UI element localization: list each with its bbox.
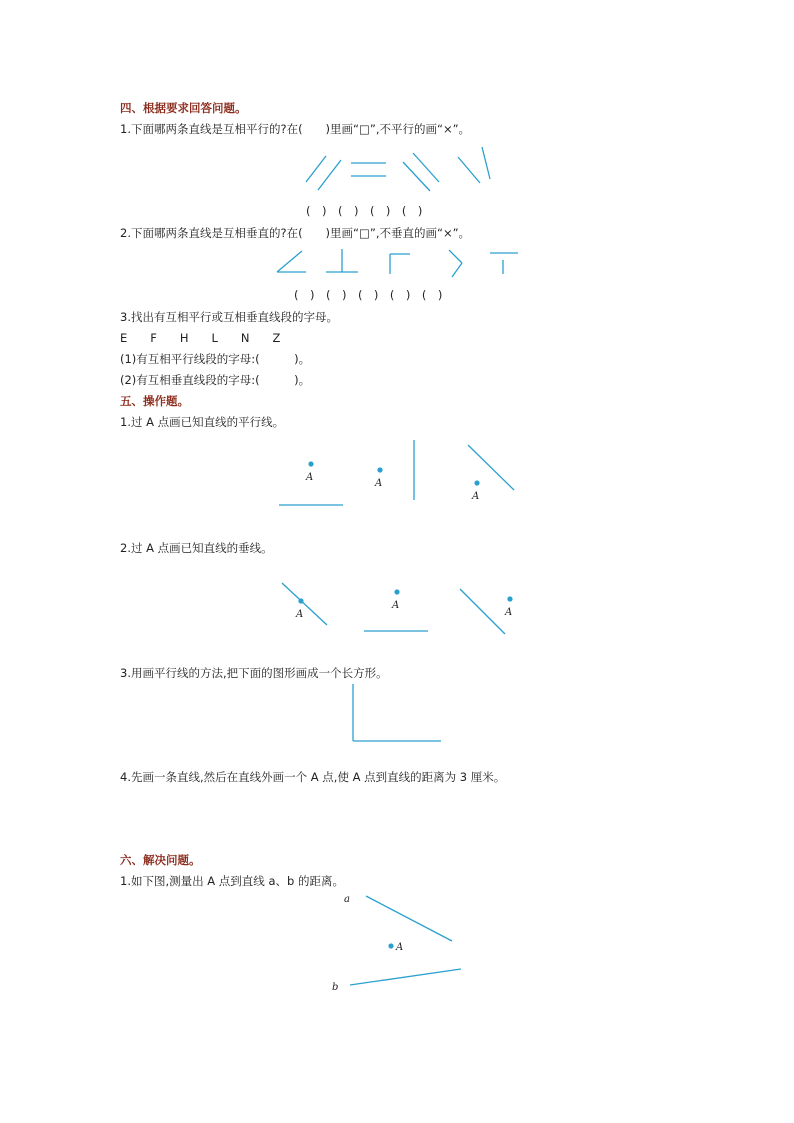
point-a-label: A [505, 607, 513, 618]
point-a [507, 596, 512, 601]
figure-line [452, 263, 462, 277]
line-b [350, 969, 461, 985]
line-a [366, 896, 452, 941]
figure-line [458, 157, 480, 183]
section4-q3-letters: E F H L N Z [120, 331, 281, 345]
figure-line [403, 162, 430, 191]
point-a [394, 589, 399, 594]
q5-2-figure-3 [460, 589, 513, 634]
parallel-pair-3 [403, 153, 439, 191]
perpendicular-pair-1 [277, 251, 306, 272]
given-line [460, 589, 505, 634]
point-a-label: A [306, 472, 314, 483]
section4-heading: 四、根据要求回答问题。 [120, 101, 247, 115]
section6-heading: 六、解决问题。 [120, 853, 201, 867]
point-a-label: A [296, 609, 304, 620]
given-line [282, 583, 327, 625]
parallel-pair-2 [351, 163, 386, 176]
perpendicular-pair-5 [490, 253, 518, 274]
section4-q2-blanks[interactable]: ( ) ( ) ( ) ( ) ( ) [294, 288, 443, 302]
section4-q3-text: 3.找出有互相平行或互相垂直线段的字母。 [120, 310, 338, 324]
section5-q4-text: 4.先画一条直线,然后在直线外画一个 A 点,使 A 点到直线的距离为 3 厘米。 [120, 770, 506, 784]
q5-3-l-shape [353, 684, 441, 741]
section4-q2-text: 2.下面哪两条直线是互相垂直的?在( )里画“□”,不垂直的画“×”。 [120, 226, 471, 240]
point-a [298, 598, 303, 603]
q5-1-figure-1 [279, 461, 343, 505]
section5-heading: 五、操作题。 [120, 394, 189, 408]
perpendicular-pair-4 [449, 250, 462, 277]
figure-line [482, 147, 490, 179]
section5-q3-text: 3.用画平行线的方法,把下面的图形画成一个长方形。 [120, 666, 388, 680]
parallel-pair-1 [306, 156, 341, 190]
perpendicular-pair-2 [326, 249, 358, 272]
point-a-label: A [396, 942, 404, 953]
section4-q3-sub1[interactable]: (1)有互相平行线段的字母:( )。 [120, 352, 311, 366]
point-a-label: A [392, 600, 400, 611]
section4-q1-text: 1.下面哪两条直线是互相平行的?在( )里画“□”,不平行的画“×”。 [120, 122, 471, 136]
q5-1-figure-2 [374, 440, 414, 500]
section5-q1-text: 1.过 A 点画已知直线的平行线。 [120, 415, 285, 429]
figure-line [318, 160, 341, 190]
figure-line [277, 251, 302, 272]
point-a-label: A [375, 478, 383, 489]
point-a [388, 943, 393, 948]
figure-line [449, 250, 462, 263]
q5-2-figure-2 [364, 589, 428, 631]
section4-q1-blanks[interactable]: ( ) ( ) ( ) ( ) [306, 204, 423, 218]
point-a [474, 480, 479, 485]
point-a-label: A [472, 491, 480, 502]
line-a-label: a [344, 894, 350, 905]
point-a [308, 461, 313, 466]
figure-line [306, 156, 326, 182]
parallel-pair-4 [458, 147, 490, 183]
q5-2-figure-1 [282, 583, 327, 625]
section4-q3-sub2[interactable]: (2)有互相垂直线段的字母:( )。 [120, 373, 311, 387]
q6-1-figure [332, 894, 461, 993]
section6-q1-text: 1.如下图,测量出 A 点到直线 a、b 的距离。 [120, 874, 344, 888]
q5-1-figure-3 [468, 445, 514, 502]
section5-q2-text: 2.过 A 点画已知直线的垂线。 [120, 541, 273, 555]
line-b-label: b [332, 982, 339, 993]
point-a [377, 467, 382, 472]
perpendicular-pair-3 [390, 254, 410, 274]
